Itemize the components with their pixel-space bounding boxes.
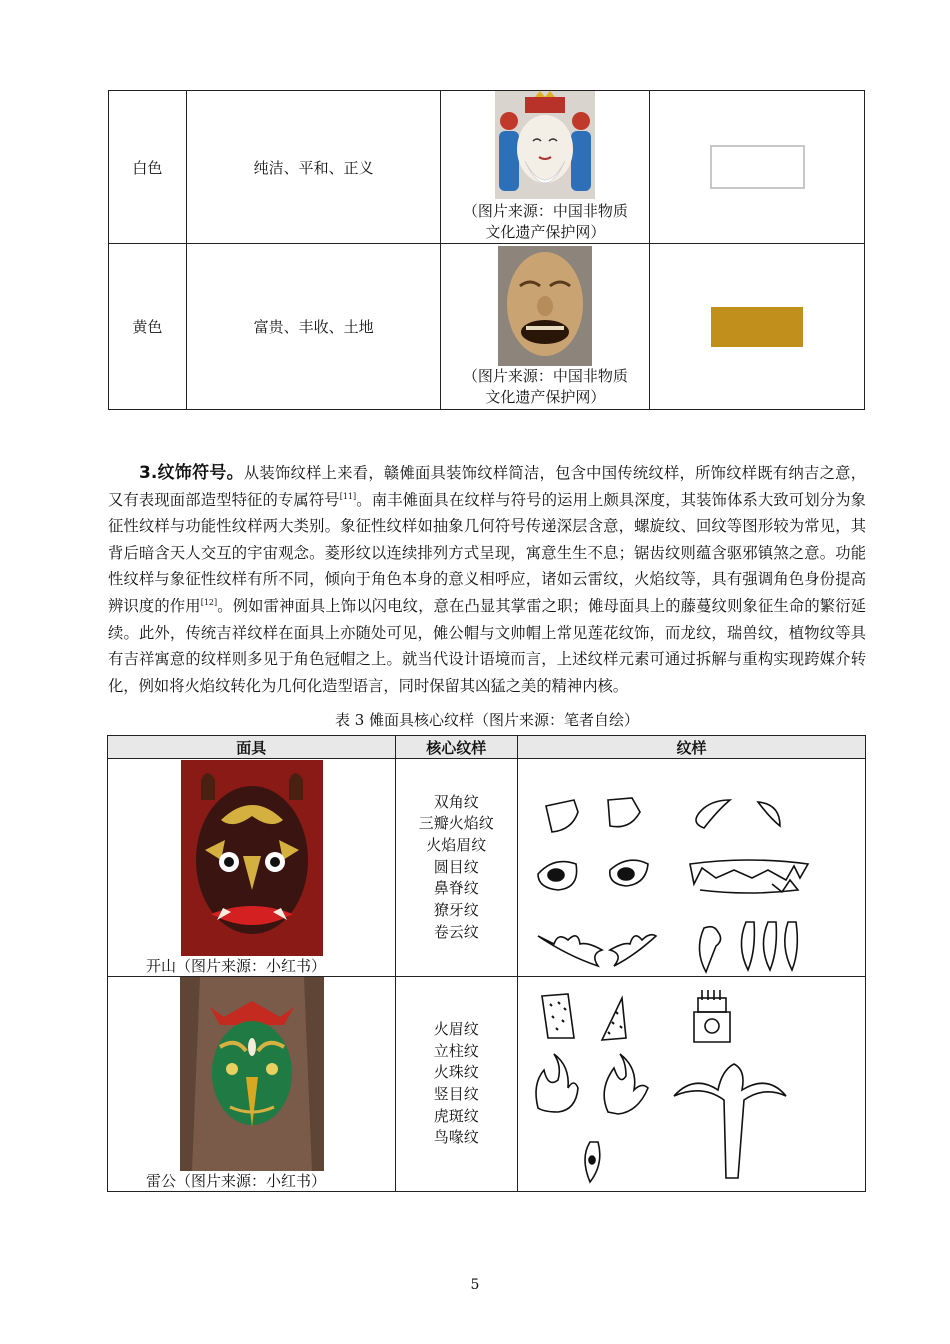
citation-ref: [12] (200, 597, 218, 607)
image-caption: （图片来源：中国非物质 (462, 366, 628, 385)
pattern-drawing-cell (517, 977, 865, 1192)
white-mask-image (495, 91, 595, 199)
paragraph-text: 从装饰纹样上来看，赣傩面具装饰纹样简洁，包含中国传统纹样，所饰纹样既有纳吉之意，又有表现面部造型特征的专属符号 (108, 464, 866, 509)
color-meaning-cell: 纯洁、平和、正义 (186, 91, 441, 244)
paragraph-text: 。例如雷神面具上饰以闪电纹，意在凸显其掌雷之职；傩母面具上的藤蔓纹则象征生命的繁衍延续。此外，传统吉祥纹样在面具上亦随处可见，傩公帽与文帅帽上常见莲花纹饰，而龙纹，瑞兽纹，植物纹等具有吉祥寓意的纹样则多见于角色冠帽之上。就当代设计语境而言，上述纹样元素可通过拆解与重构实现跨媒介转化，例如将火焰纹转化为几何化造型语言，同时保留其凶猛之美的精神内核。 (108, 596, 866, 695)
mask-cell (108, 759, 396, 977)
color-meaning-cell: 富贵、丰收、土地 (186, 244, 441, 410)
pattern-name: 竖目纹 (433, 1085, 479, 1103)
color-name-cell: 白色 (109, 91, 187, 244)
citation-ref: [11] (339, 491, 357, 501)
pattern-name: 鸟喙纹 (433, 1128, 479, 1147)
kaishan-mask-image (181, 760, 323, 956)
mask-cell (108, 977, 396, 1192)
mask-caption: 雷公（图片来源：小红书） (146, 1172, 327, 1190)
kaishan-pattern-drawings (518, 760, 864, 976)
white-color-swatch (710, 145, 805, 189)
table-header-row (108, 736, 866, 759)
table-caption: 表 3 傩面具核心纹样（图片来源：笔者自绘） (334, 711, 640, 729)
core-pattern-table (107, 735, 866, 1192)
color-swatch-cell (650, 244, 865, 410)
pattern-name: 火珠纹 (433, 1063, 479, 1082)
yellow-mask-image (498, 246, 592, 366)
pattern-name: 獠牙纹 (433, 901, 479, 920)
leigong-pattern-drawings (518, 978, 864, 1190)
pattern-name: 三瓣火焰纹 (418, 814, 494, 833)
pattern-name: 圆目纹 (433, 857, 479, 876)
color-meaning-table (108, 90, 865, 410)
mask-image-cell (441, 91, 650, 244)
pattern-name: 鼻脊纹 (433, 879, 479, 898)
pattern-names-cell (395, 759, 517, 977)
pattern-name: 卷云纹 (433, 922, 479, 941)
color-swatch-cell (650, 91, 865, 244)
pattern-names-cell (395, 977, 517, 1192)
table-row (109, 91, 865, 244)
column-header: 纹样 (517, 736, 865, 759)
mask-caption: 开山（图片来源：小红书） (146, 957, 327, 975)
pattern-drawing-cell (517, 759, 865, 977)
image-caption: （图片来源：中国非物质 (462, 202, 628, 220)
body-paragraph (108, 460, 866, 699)
image-caption: 文化遗产保护网） (485, 387, 606, 406)
color-name-cell: 黄色 (109, 244, 187, 410)
pattern-name: 虎斑纹 (433, 1106, 479, 1125)
image-caption: 文化遗产保护网） (485, 223, 606, 241)
table-row (108, 759, 866, 977)
mask-image-cell (441, 244, 650, 410)
pattern-name: 双角纹 (433, 792, 479, 811)
leigong-mask-image (180, 977, 324, 1171)
table-row (108, 977, 866, 1192)
pattern-name: 立柱纹 (433, 1041, 479, 1060)
column-header: 面具 (108, 736, 396, 759)
pattern-name: 火眉纹 (433, 1019, 479, 1038)
paragraph-text: 。南丰傩面具在纹样与符号的运用上颇具深度，其装饰体系大致可划分为象征性纹样与功能性纹样两大类别。象征性纹样如抽象几何符号传递深层含意，螺旋纹、回纹等图形较为常见，其背后暗含天人交互的宇宙观念。菱形纹以连续排列方式呈现，寓意生生不息；锯齿纹则蕴含驱邪镇煞之意。功能性纹样与象征性纹样有所不同，倾向于角色本身的意义相呼应，诸如云雷纹，火焰纹等，具有强调角色身份提高辨识度的作用 (108, 490, 866, 615)
section-heading: 3.纹饰符号。 (139, 463, 244, 483)
table-row (109, 244, 865, 410)
page-number: 5 (470, 1277, 480, 1293)
column-header: 核心纹样 (395, 736, 517, 759)
yellow-color-swatch (711, 307, 803, 347)
pattern-name: 火焰眉纹 (426, 835, 487, 854)
